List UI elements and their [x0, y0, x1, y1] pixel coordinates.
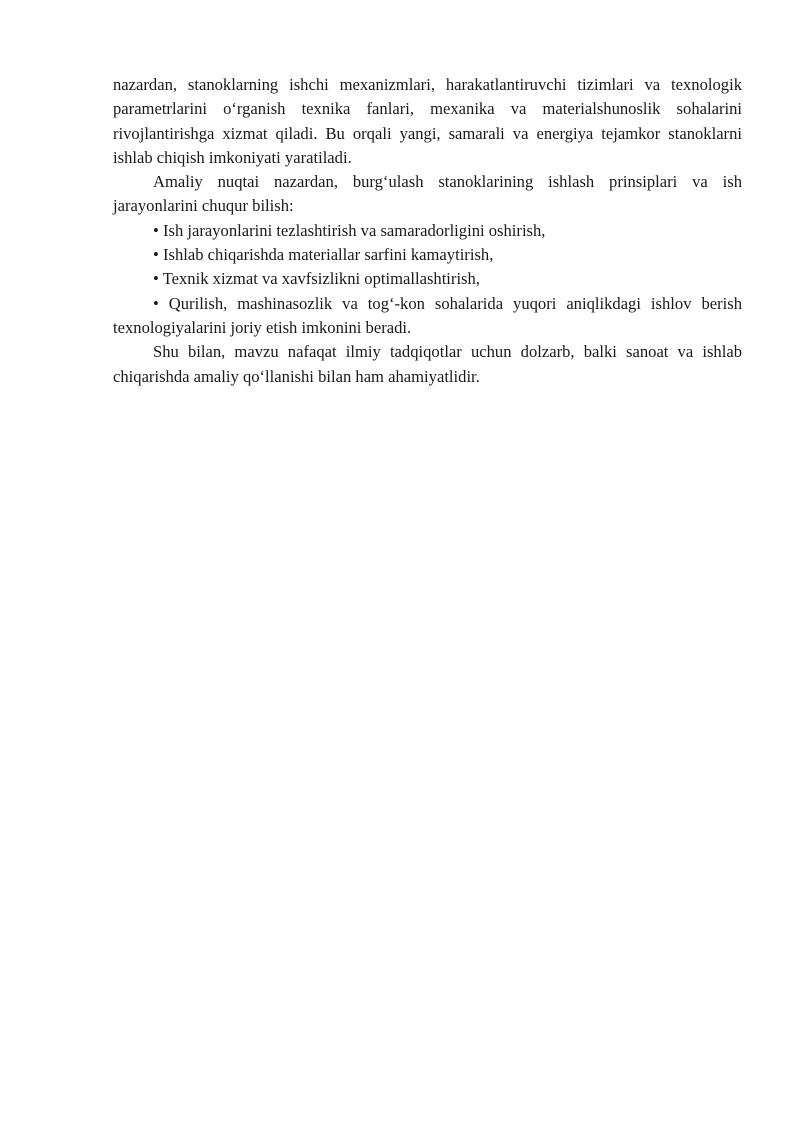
bullet-item: [113, 219, 742, 243]
document-page: [113, 73, 742, 389]
bullet-item: [113, 243, 742, 267]
body-paragraph-conclusion: Shu bilan, mavzu nafaqat ilmiy tadqiqotlar uchun dolzarb, balki sanoat va ishlab chiqarishda amaliy qo‘llanishi bilan ham ahamiyatlidir.: [113, 342, 742, 386]
body-paragraph-practical-intro: Amaliy nuqtai nazardan, burg‘ulash stanoklarining ishlash prinsiplari va ish jarayonlarini chuqur bilish:: [113, 172, 742, 216]
bullet-mark: •: [153, 245, 159, 265]
bullet-item: [113, 267, 742, 291]
bullet-item: [113, 292, 742, 341]
bullet-mark: •: [153, 293, 159, 313]
bullet-text: Ishlab chiqarishda materiallar sarfini kamaytirish,: [162, 245, 494, 265]
body-paragraph-continuation: nazardan, stanoklarning ishchi mexanizmlari, harakatlantiruvchi tizimlari va texnologik parametrlarini o‘rganish texnika fanlari, mexanika va materialshunoslik sohalarini rivojlantirishga xizmat qiladi. Bu orqali yangi, samarali va energiya tejamkor stanoklarni ishlab chiqish imkoniyati yaratiladi.: [113, 75, 742, 167]
bullet-text: Qurilish, mashinasozlik va tog‘-kon sohalarida yuqori aniqlikdagi ishlov berish texnologiyalarini joriy etish imkonini beradi.: [113, 293, 743, 337]
bullet-mark: •: [153, 220, 159, 240]
bullet-list: [113, 219, 742, 340]
bullet-text: Texnik xizmat va xavfsizlikni optimallashtirish,: [162, 269, 480, 289]
bullet-text: Ish jarayonlarini tezlashtirish va samaradorligini oshirish,: [162, 220, 546, 240]
bullet-mark: •: [153, 269, 159, 289]
